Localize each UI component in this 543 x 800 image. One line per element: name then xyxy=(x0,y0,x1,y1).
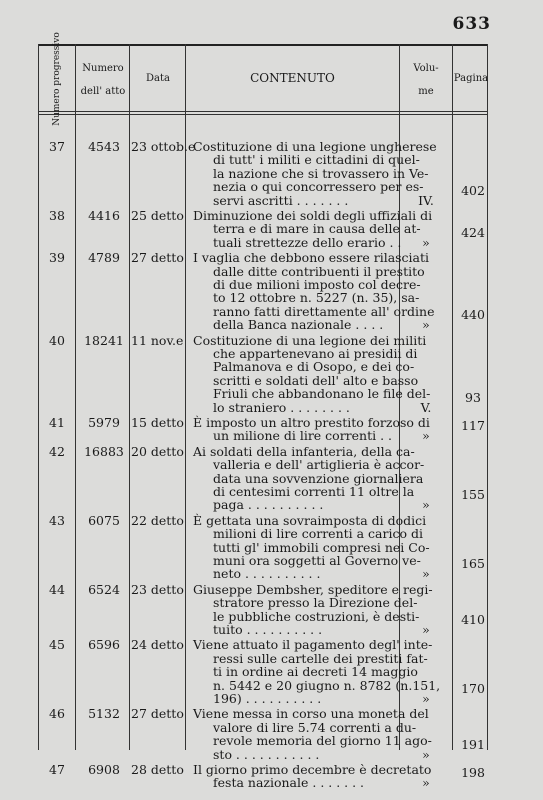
contenuto-line: Ai soldati della infanteria, della ca- xyxy=(193,443,415,459)
row-numero-progressivo: 42 xyxy=(49,443,65,459)
table-row xyxy=(0,416,543,443)
contenuto-line: to 12 ottobre n. 5227 (n. 35), sa- xyxy=(213,290,420,306)
contenuto-line: valleria e dell' artiglieria è accor- xyxy=(213,457,425,473)
header-data: Data xyxy=(146,73,170,84)
contenuto-line: stratore presso la Direzione del- xyxy=(213,595,418,611)
table-row xyxy=(0,638,543,705)
row-data: 23 detto xyxy=(131,581,184,597)
contenuto-line: sto . . . . . . . . . . . xyxy=(213,746,320,762)
table-row xyxy=(0,140,543,207)
row-volume: » xyxy=(422,234,430,250)
header-rule xyxy=(38,114,488,115)
row-numero-atto: 6908 xyxy=(88,762,120,777)
contenuto-line: Giuseppe Dembsher, speditore e regi- xyxy=(193,581,433,597)
contenuto-line: muni ora soggetti al Governo ve- xyxy=(213,553,421,569)
row-numero-atto: 16883 xyxy=(84,443,124,459)
contenuto-line: Friuli che abbandonano le file del- xyxy=(213,386,431,402)
row-contenuto xyxy=(193,332,431,415)
contenuto-line: È gettata una sovraimposta di dodici xyxy=(193,512,427,528)
row-numero-progressivo: 47 xyxy=(49,762,65,777)
contenuto-line: data una sovvenzione giornaliera xyxy=(213,470,424,486)
row-contenuto xyxy=(193,250,435,333)
table-row xyxy=(0,334,543,414)
header-volume: Volu- me xyxy=(413,63,439,97)
contenuto-line: servi ascritti . . . . . . . xyxy=(213,192,349,208)
contenuto-line: festa nazionale . . . . . . . xyxy=(213,775,365,791)
row-data: 27 detto xyxy=(131,706,184,722)
row-volume: IV. xyxy=(418,192,434,208)
row-numero-atto: 4543 xyxy=(88,139,120,154)
table-row xyxy=(0,209,543,249)
contenuto-line: terra e di mare in causa delle at- xyxy=(213,221,421,237)
row-contenuto xyxy=(193,581,433,638)
header-pagina: Pagina xyxy=(453,73,489,84)
table-row xyxy=(0,251,543,331)
contenuto-line: n. 5442 e 20 giugno n. 8782 (n.151, xyxy=(213,677,441,693)
row-pagina: 155 xyxy=(461,487,485,503)
table-row xyxy=(0,445,543,512)
row-numero-atto: 6596 xyxy=(88,637,120,653)
contenuto-line: È imposto un altro prestito forzoso di xyxy=(193,415,430,430)
contenuto-line: I vaglia che debbono essere rilasciati xyxy=(193,250,430,266)
table-row xyxy=(0,763,543,790)
row-data: 24 detto xyxy=(131,637,184,653)
row-numero-progressivo: 45 xyxy=(49,637,65,653)
contenuto-line: di tutt' i militi e cittadini di quel- xyxy=(213,152,420,168)
contenuto-line: Viene messa in corso una moneta del xyxy=(193,706,429,722)
row-pagina: 165 xyxy=(461,556,485,572)
row-contenuto xyxy=(193,415,430,444)
contenuto-line: 196) . . . . . . . . . . xyxy=(213,691,322,707)
contenuto-line: scritti e soldati dell' alto e basso xyxy=(213,372,419,388)
row-volume: » xyxy=(422,775,430,791)
row-volume: » xyxy=(422,746,430,762)
row-data: 11 nov.e xyxy=(131,332,184,348)
row-numero-progressivo: 38 xyxy=(49,208,65,223)
contenuto-line: di due milioni imposto col decre- xyxy=(213,277,421,292)
contenuto-line: Il giorno primo decembre è decretato xyxy=(193,762,432,777)
row-contenuto xyxy=(193,706,432,762)
table-row xyxy=(0,583,543,637)
contenuto-line: Costituzione di una legione ungherese xyxy=(193,139,437,154)
row-numero-progressivo: 46 xyxy=(49,706,65,722)
contenuto-line: le pubbliche costruzioni, è desti- xyxy=(213,608,420,624)
contenuto-line: un milione di lire correnti . . xyxy=(213,428,393,444)
row-volume: V. xyxy=(420,399,432,415)
row-data: 28 detto xyxy=(131,762,184,777)
table-row xyxy=(0,514,543,581)
row-numero-atto: 4416 xyxy=(88,208,120,223)
row-volume: » xyxy=(422,690,430,706)
header-rule xyxy=(38,111,488,112)
contenuto-line: tuito . . . . . . . . . . xyxy=(213,622,323,638)
row-numero-atto: 18241 xyxy=(84,332,124,348)
row-numero-progressivo: 39 xyxy=(49,250,65,266)
row-pagina: 424 xyxy=(461,224,485,240)
contenuto-line: ti in ordine ai decreti 14 maggio xyxy=(213,664,418,680)
row-pagina: 198 xyxy=(461,765,485,781)
row-pagina: 117 xyxy=(461,418,485,434)
row-volume: » xyxy=(422,621,430,637)
row-pagina: 440 xyxy=(461,307,485,323)
header-contenuto: CONTENUTO xyxy=(250,71,335,85)
row-data: 20 detto xyxy=(131,443,184,459)
row-numero-progressivo: 40 xyxy=(49,332,65,348)
table-row xyxy=(0,707,543,761)
row-numero-atto: 5132 xyxy=(88,706,120,722)
row-data: 23 ottob.e xyxy=(131,139,196,154)
contenuto-line: Diminuzione dei soldi degli uffiziali di xyxy=(193,208,433,223)
row-contenuto xyxy=(193,512,430,582)
contenuto-line: che appartenevano ai presidii di xyxy=(213,346,418,361)
row-volume: » xyxy=(422,497,430,513)
contenuto-line: tuali strettezze dello erario . . xyxy=(213,234,402,250)
contenuto-line: valore di lire 5.74 correnti a du- xyxy=(213,719,417,735)
row-contenuto xyxy=(193,637,441,707)
contenuto-line: ranno fatti direttamente all' ordine xyxy=(213,303,435,319)
contenuto-line: lo straniero . . . . . . . . xyxy=(213,399,350,415)
row-pagina: 170 xyxy=(461,680,485,696)
contenuto-line: nezia o qui concorressero per es- xyxy=(213,179,424,195)
row-numero-atto: 6524 xyxy=(88,581,120,597)
contenuto-line: Palmanova e di Osopo, e dei co- xyxy=(213,359,415,375)
header-numero-atto: Numero dell' atto xyxy=(80,63,126,97)
contenuto-line: revole memoria del giorno 11 ago- xyxy=(213,733,432,749)
contenuto-line: la nazione che si trovassero in Ve- xyxy=(213,165,429,181)
contenuto-line: paga . . . . . . . . . . xyxy=(213,497,324,513)
contenuto-line: di centesimi correnti 11 oltre la xyxy=(213,484,415,500)
row-data: 15 detto xyxy=(131,415,184,430)
row-volume: » xyxy=(422,566,430,582)
contenuto-line: della Banca nazionale . . . . xyxy=(213,317,384,333)
contenuto-line: Costituzione di una legione dei militi xyxy=(193,332,427,348)
top-rule xyxy=(38,44,488,46)
row-pagina: 93 xyxy=(465,389,481,405)
row-numero-atto: 4789 xyxy=(88,250,120,266)
row-numero-progressivo: 44 xyxy=(49,581,65,597)
row-numero-progressivo: 41 xyxy=(49,415,65,430)
row-numero-atto: 6075 xyxy=(88,512,120,528)
row-contenuto xyxy=(193,762,432,791)
header-progressivo: Numero progressivo xyxy=(52,32,63,126)
row-volume: » xyxy=(422,428,430,444)
row-volume: » xyxy=(422,317,430,333)
contenuto-line: ressi sulle cartelle dei prestiti fat- xyxy=(213,650,428,666)
row-contenuto xyxy=(193,443,425,513)
row-contenuto xyxy=(193,208,433,250)
contenuto-line: dalle ditte contribuenti il prestito xyxy=(213,263,425,279)
contenuto-line: neto . . . . . . . . . . xyxy=(213,566,321,582)
row-pagina: 410 xyxy=(461,611,485,627)
contenuto-line: tutti gl' immobili compresi nei Co- xyxy=(213,539,430,555)
row-numero-atto: 5979 xyxy=(88,415,120,430)
row-pagina: 402 xyxy=(461,182,485,198)
row-numero-progressivo: 37 xyxy=(49,139,65,154)
row-data: 22 detto xyxy=(131,512,184,528)
contenuto-line: Viene attuato il pagamento degl' inte- xyxy=(193,637,433,653)
row-numero-progressivo: 43 xyxy=(49,512,65,528)
page-number: 633 xyxy=(452,14,491,34)
contenuto-line: milioni di lire correnti a carico di xyxy=(213,526,423,542)
row-data: 25 detto xyxy=(131,208,184,223)
row-data: 27 detto xyxy=(131,250,184,266)
row-pagina: 191 xyxy=(461,736,485,752)
